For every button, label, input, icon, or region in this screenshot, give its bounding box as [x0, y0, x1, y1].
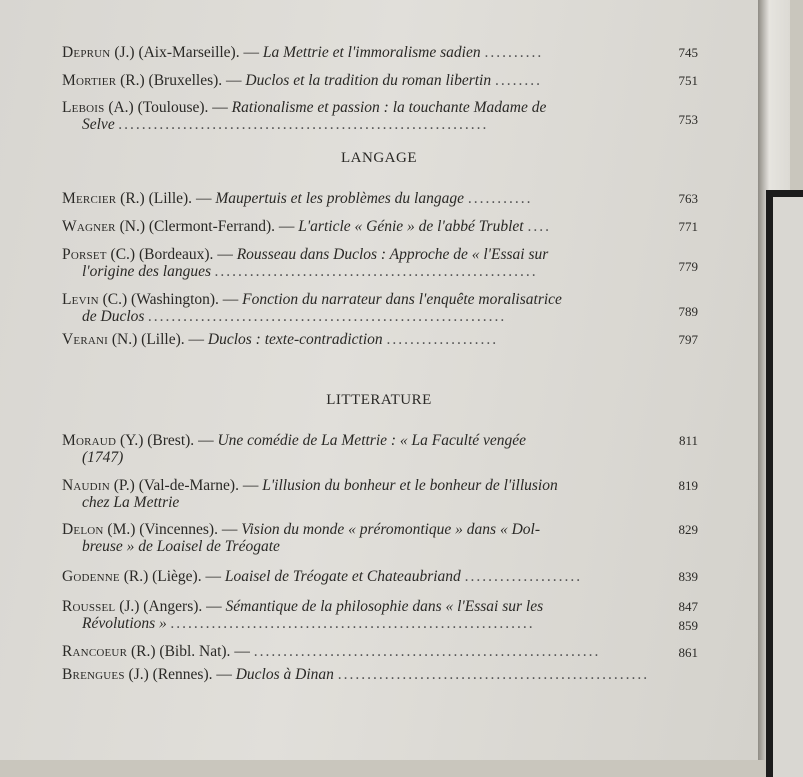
- author-place: (Bruxelles).: [148, 72, 223, 89]
- page-number: 771: [678, 219, 698, 234]
- dot-leader: ....................: [464, 568, 583, 585]
- entry-title: Maupertuis et les problèmes du langage: [215, 190, 464, 207]
- author-name: Levin: [62, 291, 99, 308]
- dash: —: [221, 521, 238, 538]
- author-name: Verani: [62, 331, 109, 348]
- page-number: 859: [678, 618, 698, 633]
- page-number: 751: [678, 73, 698, 88]
- page-number: 753: [678, 112, 698, 127]
- entry-title-continued: (1747): [82, 449, 124, 466]
- dot-leader: ........: [494, 72, 542, 89]
- page-number: 861: [678, 645, 698, 660]
- entry-title-continued: Selve: [82, 116, 115, 133]
- entry-title: Sémantique de la philosophie dans « l'Essai sur les: [225, 598, 544, 615]
- toc-entry: [62, 432, 698, 466]
- author-initials: (Y.): [119, 432, 144, 449]
- dot-leader: ..............................................................: [170, 615, 535, 632]
- entry-title-continued: Révolutions »: [82, 615, 167, 632]
- entry-title-continued: l'origine des langues: [82, 263, 212, 280]
- author-initials: (A.): [108, 99, 134, 116]
- entry-title: Fonction du narrateur dans l'enquête moralisatrice: [242, 291, 562, 308]
- toc-entry: [62, 99, 698, 133]
- dash: —: [217, 246, 233, 263]
- section-heading-litterature: LITTERATURE: [326, 392, 432, 408]
- dash: —: [234, 643, 250, 660]
- author-place: (Liège).: [152, 568, 202, 585]
- toc-entry: [62, 521, 698, 555]
- author-initials: (N.): [119, 218, 145, 235]
- author-initials: (R.): [120, 72, 145, 89]
- toc-entry: [62, 477, 698, 511]
- author-name: Mortier: [62, 72, 117, 89]
- dot-leader: ...............................................................: [118, 116, 489, 133]
- dot-leader: ..........: [484, 44, 544, 61]
- page-number: 819: [678, 478, 698, 493]
- dot-leader: ...........................................................: [253, 643, 601, 660]
- author-name: Delon: [62, 521, 104, 538]
- page-number: 779: [678, 259, 698, 274]
- entry-title: Loaisel de Tréogate et Chateaubriand: [224, 568, 461, 585]
- dash: —: [242, 477, 259, 494]
- author-name: Wagner: [62, 218, 116, 235]
- entry-title: Rousseau dans Duclos : Approche de « l'Essai sur: [236, 246, 549, 263]
- dash: —: [226, 72, 242, 89]
- toc-entry: [62, 246, 698, 280]
- author-place: (Rennes).: [152, 666, 213, 683]
- dot-leader: .....................................................: [337, 666, 650, 683]
- author-initials: (C.): [110, 246, 136, 263]
- page-number: 811: [678, 433, 698, 448]
- author-initials: (R.): [130, 643, 156, 660]
- entry-title: Une comédie de La Mettrie : « La Faculté vengée: [217, 432, 527, 449]
- author-place: (Brest).: [147, 432, 195, 449]
- entry-title-continued: breuse » de Loaisel de Tréogate: [82, 538, 280, 555]
- page-number: 763: [678, 191, 698, 206]
- dot-leader: ...................: [386, 331, 499, 348]
- dot-leader: ...........: [467, 190, 533, 207]
- page-number: 839: [678, 569, 698, 584]
- page-number: 797: [678, 332, 698, 347]
- entry-title-continued: de Duclos: [82, 308, 145, 325]
- page-number: 789: [678, 304, 698, 319]
- author-name: Rancoeur: [62, 643, 128, 660]
- dot-leader: .............................................................: [148, 308, 507, 325]
- author-initials: (N.): [111, 331, 138, 348]
- author-initials: (M.): [107, 521, 136, 538]
- toc-entry: [62, 44, 698, 61]
- toc-entry: [62, 218, 698, 235]
- entry-title: Duclos : texte-contradiction: [207, 331, 383, 348]
- section-heading-langage: LANGAGE: [341, 150, 417, 166]
- toc-entry: [62, 190, 698, 207]
- entry-title: L'article « Génie » de l'abbé Trublet: [298, 218, 524, 235]
- entry-title: L'illusion du bonheur et le bonheur de l'illusion: [262, 477, 558, 494]
- entry-title: Vision du monde « préromontique » dans « Dol-: [241, 521, 541, 538]
- author-name: Mercier: [62, 190, 117, 207]
- author-initials: (J.): [119, 598, 140, 615]
- author-place: (Clermont-Ferrand).: [148, 218, 275, 235]
- page-number: 829: [678, 522, 698, 537]
- entry-title: Rationalisme et passion : la touchante Madame de: [231, 99, 547, 116]
- entry-title: La Mettrie et l'immoralisme sadien: [262, 44, 481, 61]
- entry-title-continued: chez La Mettrie: [82, 494, 180, 511]
- dash: —: [243, 44, 259, 61]
- toc-entry: [62, 291, 698, 325]
- author-name: Roussel: [62, 598, 116, 615]
- author-place: (Lille).: [141, 331, 185, 348]
- author-initials: (R.): [120, 190, 145, 207]
- dot-leader: ....: [527, 218, 551, 235]
- toc-entry: [62, 331, 698, 348]
- dash: —: [222, 291, 239, 308]
- dash: —: [205, 568, 221, 585]
- dash: —: [206, 598, 222, 615]
- author-place: (Lille).: [148, 190, 193, 207]
- dash: —: [188, 331, 205, 348]
- author-initials: (J.): [128, 666, 149, 683]
- author-name: Naudin: [62, 477, 110, 494]
- toc-entry: [62, 72, 698, 89]
- underlying-page-frame: [766, 190, 803, 777]
- author-initials: (R.): [123, 568, 149, 585]
- dash: —: [195, 190, 212, 207]
- author-place: (Toulouse).: [137, 99, 209, 116]
- dot-leader: .......................................................: [214, 263, 539, 280]
- entry-title: Duclos à Dinan: [235, 666, 334, 683]
- author-name: Brengues: [62, 666, 125, 683]
- toc-entry: [62, 568, 698, 585]
- author-place: (Vincennes).: [139, 521, 218, 538]
- author-name: Godenne: [62, 568, 120, 585]
- author-initials: (J.): [114, 44, 135, 61]
- entry-title: Duclos et la tradition du roman libertin: [245, 72, 492, 89]
- author-name: Moraud: [62, 432, 117, 449]
- author-place: (Val-de-Marne).: [138, 477, 239, 494]
- author-name: Lebois: [62, 99, 105, 116]
- author-name: Deprun: [62, 44, 111, 61]
- dash: —: [216, 666, 232, 683]
- author-place: (Angers).: [143, 598, 203, 615]
- author-place: (Bibl. Nat).: [159, 643, 231, 660]
- author-place: (Washington).: [131, 291, 219, 308]
- toc-entry: [62, 598, 698, 632]
- dash: —: [278, 218, 295, 235]
- author-place: (Aix-Marseille).: [138, 44, 240, 61]
- author-initials: (P.): [113, 477, 135, 494]
- page-number: 745: [678, 45, 698, 60]
- author-initials: (C.): [102, 291, 128, 308]
- author-place: (Bordeaux).: [138, 246, 214, 263]
- dash: —: [212, 99, 228, 116]
- page-number: 847: [678, 599, 698, 614]
- author-name: Porset: [62, 246, 107, 263]
- dash: —: [198, 432, 214, 449]
